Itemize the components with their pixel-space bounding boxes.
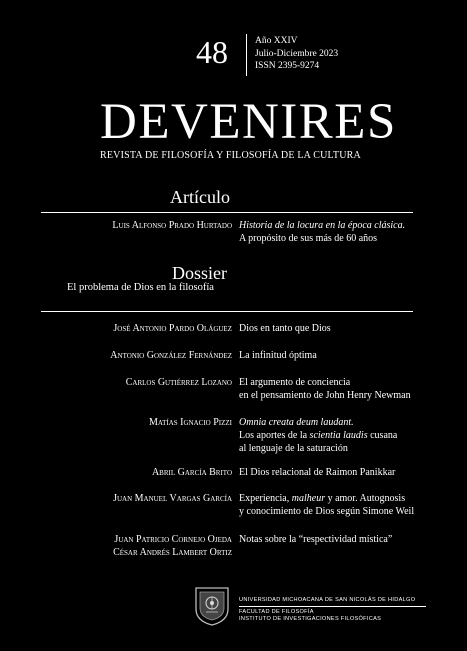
dossier-title-line: al lenguaje de la saturación bbox=[239, 443, 348, 454]
journal-subtitle: REVISTA DE FILOSOFÍA Y FILOSOFÍA DE LA CULTURA bbox=[100, 150, 361, 161]
dossier-title bbox=[239, 533, 392, 546]
dossier-title bbox=[239, 349, 317, 362]
article-title bbox=[239, 219, 405, 245]
dossier-title bbox=[239, 416, 397, 455]
university-seal-icon bbox=[193, 585, 231, 627]
article-title-line-1: Historia de la locura en la época clásica. bbox=[239, 220, 406, 231]
article-author: Luis Alfonso Prado Hurtado bbox=[112, 220, 232, 231]
dossier-author: José Antonio Pardo Oláguez bbox=[113, 323, 232, 334]
dossier-authors bbox=[113, 533, 232, 559]
dossier-title bbox=[239, 376, 411, 402]
article-title-line-2: A propósito de sus más de 60 años bbox=[239, 233, 378, 244]
dossier-title-line: La infinitud óptima bbox=[239, 350, 317, 361]
dossier-title bbox=[239, 466, 395, 479]
dossier-title-fragment: Los aportes de la bbox=[239, 430, 310, 441]
article-section-rule bbox=[41, 212, 413, 213]
article-section-heading: Artículo bbox=[170, 187, 230, 207]
university-name: UNIVERSIDAD MICHOACANA DE SAN NICOLÁS DE HIDALGO bbox=[239, 597, 416, 603]
issue-number: 48 bbox=[196, 34, 228, 70]
dossier-title bbox=[239, 492, 414, 518]
dossier-title-fragment: cusana bbox=[367, 430, 398, 441]
dossier-title-line: en el pensamiento de John Henry Newman bbox=[239, 390, 411, 401]
dossier-title-fragment: y amor. Autognosis bbox=[325, 493, 406, 504]
dossier-author: Antonio González Fernández bbox=[110, 350, 232, 361]
issue-meta bbox=[255, 35, 338, 73]
footer-rule bbox=[239, 606, 426, 607]
dossier-author: Juan Manuel Vargas García bbox=[113, 493, 232, 504]
dossier-rule bbox=[41, 311, 413, 312]
dossier-subheading: El problema de Dios en la filosofía bbox=[67, 282, 214, 293]
dossier-title-fragment: Experiencia, bbox=[239, 493, 292, 504]
dossier-title-line: y conocimiento de Dios según Simone Weil bbox=[239, 506, 415, 517]
dossier-heading: Dossier bbox=[172, 263, 227, 283]
institute-name: INSTITUTO DE INVESTIGACIONES FILOSÓFICAS bbox=[239, 616, 382, 622]
dossier-author: Juan Patricio Cornejo Ojeda bbox=[114, 534, 232, 545]
dossier-author: Abril García Brito bbox=[151, 467, 232, 478]
dossier-title-line bbox=[239, 429, 397, 442]
dossier-author: Matías Ignacio Pizzi bbox=[148, 417, 232, 428]
dossier-author: Carlos Gutiérrez Lozano bbox=[125, 377, 232, 388]
dossier-title-line: El argumento de conciencia bbox=[239, 377, 351, 388]
faculty-name: FACULTAD DE FILOSOFÍA bbox=[239, 609, 314, 615]
dossier-author: César Andrés Lambert Ortiz bbox=[113, 547, 232, 558]
issue-period: Julio-Diciembre 2023 bbox=[255, 48, 339, 59]
dossier-title-line: Dios en tanto que Dios bbox=[239, 323, 331, 334]
dossier-title bbox=[239, 322, 331, 335]
dossier-title-line: El Dios relacional de Raimon Panikkar bbox=[239, 467, 396, 478]
issue-divider bbox=[246, 34, 247, 76]
dossier-title-line: Notas sobre la “respectividad mística” bbox=[239, 534, 393, 545]
issue-year: Año XXIV bbox=[255, 36, 298, 46]
dossier-title-fragment-italic: malheur bbox=[291, 493, 326, 504]
dossier-title-line bbox=[239, 492, 414, 505]
dossier-title-fragment-italic: scientia laudis bbox=[309, 430, 368, 441]
issue-issn: ISSN 2395-9274 bbox=[255, 61, 320, 71]
journal-title: DEVENIRES bbox=[100, 94, 397, 150]
dossier-title-line: Omnia creata deum laudant. bbox=[239, 417, 354, 428]
